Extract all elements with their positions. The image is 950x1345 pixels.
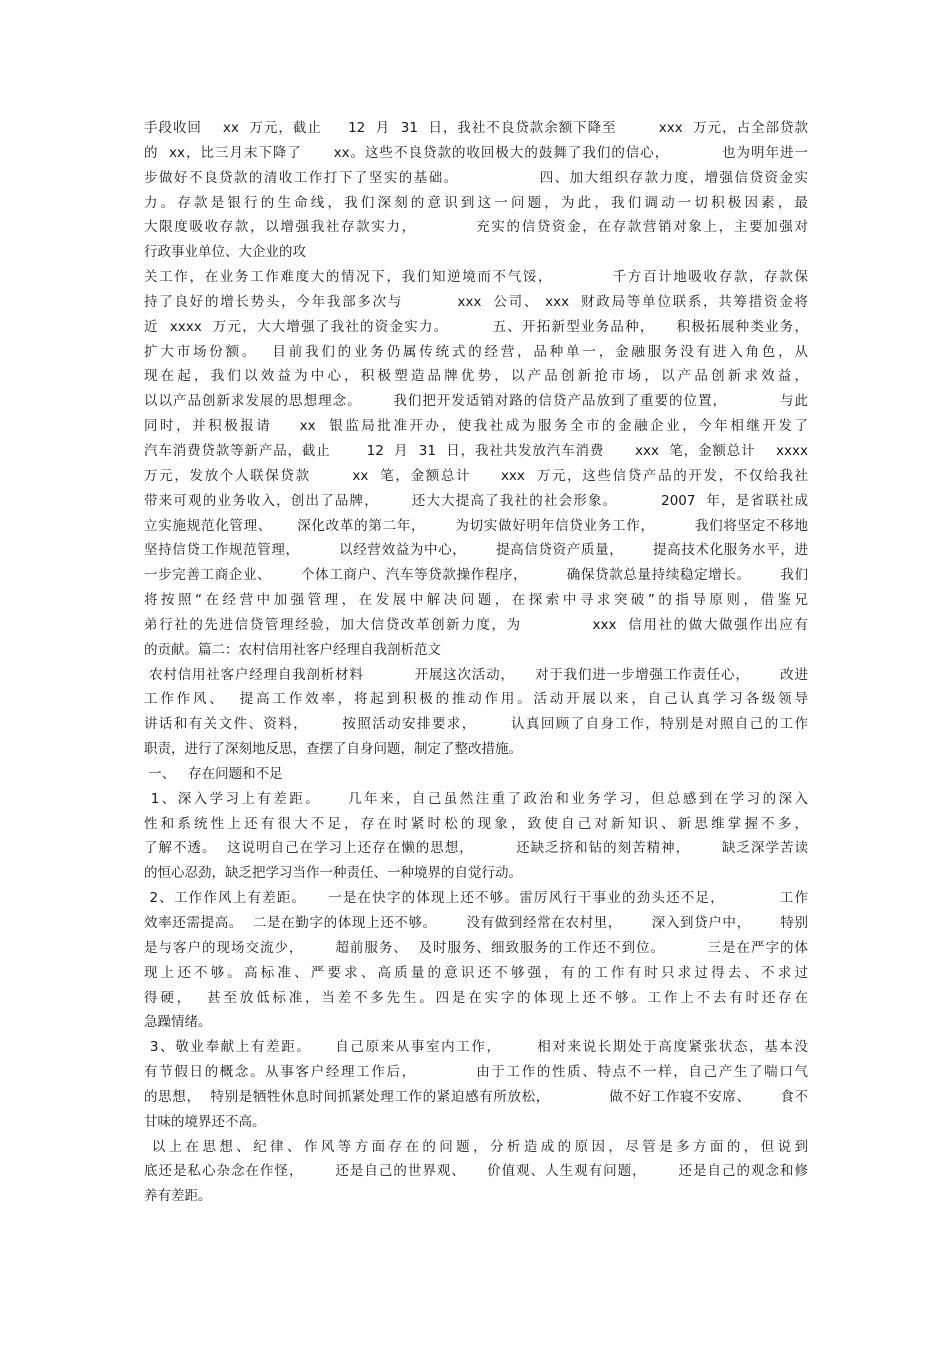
text-line: 弟行社的先进信贷管理经验，加大信贷改革创新力度，为 xxx 信用社的做大做强作出应有 [144,616,808,633]
text-line: 汽车消费贷款等新产品，截止 12 月 31 日，我社共发放汽车消费 xxx 笔，金额总计 xxxx [144,442,808,459]
text-line: 扩大市场份额。 目前我们的业务仍属传统式的经营，品种单一，金融服务没有进入角色，从 [144,343,808,360]
text-line: 有节假日的概念。从事客户经理工作后， 由于工作的性质、特点不一样，自己产生了喘口气 [144,1064,808,1081]
text-line: 的贡献。篇二：农村信用社客户经理自我剖析范文 [144,641,441,658]
text-line: 坚持信贷工作规范管理， 以经营效益为中心， 提高信贷资产质量， 提高技术化服务水平，进 [144,542,808,559]
text-line: 得硬， 甚至放低标准，当差不多先生。四是在实字的体现上还不够。工作上不去有时还存在 [144,989,808,1006]
text-line: 带来可观的业务收入，创出了品牌， 还大大提高了我社的社会形象。 2007 年，是省联社成 [144,492,808,509]
text-line: 近 xxxx 万元，大大增强了我社的资金实力。 五、开拓新型业务品种， 积极拓展种类业务， [144,318,808,335]
text-line: 农村信用社客户经理自我剖析材料 开展这次活动， 对于我们进一步增强工作责任心， 改进 [144,666,808,683]
text-line: 甘味的境界还不高。 [144,1113,266,1130]
text-line: 大限度吸收存款，以增强我社存款实力， 充实的信贷资金，在存款营销对象上，主要加强对 [144,219,808,236]
text-line: 2、工作作风上有差距。 一是在快字的体现上还不够。雷厉风行干事业的劲头还不足， 工作 [144,890,808,907]
text-line: 了解不透。 这说明自己在学习上还存在懒的思想， 还缺乏挤和钻的刻苦精神， 缺乏深学苦读 [144,840,808,857]
text-line: 工作作风、 提高工作效率，将起到积极的推动作用。活动开展以来，自己认真学习各级领导 [144,691,808,708]
text-line: 手段收回 xx 万元，截止 12 月 31 日，我社不良贷款余额下降至 xxx 万元，占全部贷款 [144,120,808,136]
text-line: 行政事业单位、大企业的攻 [144,244,306,261]
document-body [144,116,808,1209]
text-line: 的 xx，比三月末下降了 xx。这些不良贷款的收回极大的鼓舞了我们的信心， 也为明年进一 [144,144,808,161]
text-line: 职责，进行了深刻地反思，查摆了自身问题，制定了整改措施。 [144,741,522,758]
text-line: 立实施规范化管理、 深化改革的第二年， 为切实做好明年信贷业务工作， 我们将坚定不移地 [144,517,808,534]
text-line: 现上还不够。高标准、严要求、高质量的意识还不够强，有的工作有时只求过得去、不求过 [144,964,808,981]
text-line: 以以产品创新求发展的思想理念。 我们把开发适销对路的信贷产品放到了重要的位置， 与此 [144,393,808,410]
text-line: 的思想， 特别是牺牲休息时间抓紧处理工作的紧迫感有所放松， 做不好工作寝不安席、 食不 [144,1088,808,1105]
text-line: 将按照“在经营中加强管理，在发展中解决问题，在探索中寻求突破”的指导原则，借鉴兄 [144,592,808,609]
text-line: 力。存款是银行的生命线，我们深刻的意识到这一问题，为此，我们调动一切积极因素，最 [144,194,808,211]
text-line: 同时，并积极报请 xx 银监局批准开办，使我社成为服务全市的金融企业，今年相继开发了 [144,418,808,435]
text-line: 万元，发放个人联保贷款 xx 笔，金额总计 xxx 万元，这些信贷产品的开发，不仅给我社 [144,467,808,484]
text-line: 一步完善工商企业、 个体工商户、汽车等贷款操作程序， 确保贷款总量持续稳定增长。 我们 [144,567,808,584]
text-line: 是与客户的现场交流少， 超前服务、 及时服务、细致服务的工作还不到位。 三是在严字的体 [144,939,808,956]
text-line: 讲话和有关文件、资料， 按照活动安排要求， 认真回顾了自身工作，特别是对照自己的工作 [144,716,808,733]
text-line: 关工作，在业务工作难度大的情况下，我们知逆境而不气馁， 千方百计地吸收存款，存款保 [144,269,808,286]
text-line: 急躁情绪。 [144,1014,212,1031]
text-line: 效率还需提高。 二是在勤字的体现上还不够。 没有做到经常在农村里， 深入到贷户中， 特别 [144,915,808,931]
text-line: 底还是私心杂念在作怪， 还是自己的世界观、 价值观、人生观有问题， 还是自己的观念和修 [144,1163,808,1180]
text-line: 3、敬业奉献上有差距。 自己原来从事室内工作， 相对来说长期处于高度紧张状态，基本没 [144,1039,808,1056]
text-line: 1、深入学习上有差距。 几年来，自己虽然注重了政治和业务学习，但总感到在学习的深入 [144,790,808,807]
text-line: 持了良好的增长势头，今年我部多次与 xxx 公司、 xxx 财政局等单位联系，共筹措资金将 [144,293,808,310]
text-line: 养有差距。 [144,1188,212,1205]
text-line: 现在起，我们以效益为中心，积极塑造品牌优势，以产品创新抢市场，以产品创新求效益， [144,368,808,385]
text-line: 以上在思想、纪律、作风等方面存在的问题，分析造成的原因，尽管是多方面的，但说到 [144,1138,808,1155]
text-line: 一、 存在问题和不足 [144,765,283,782]
text-line: 步做好不良贷款的清收工作打下了坚实的基础。 四、加大组织存款力度，增强信贷资金实 [144,169,808,186]
text-line: 性和系统性上还有很大不足，存在时紧时松的现象，致使自己对新知识、新思维掌握不多， [144,815,808,832]
text-line: 的恒心忍劲，缺乏把学习当作一种责任、一种境界的自觉行动。 [144,865,522,882]
